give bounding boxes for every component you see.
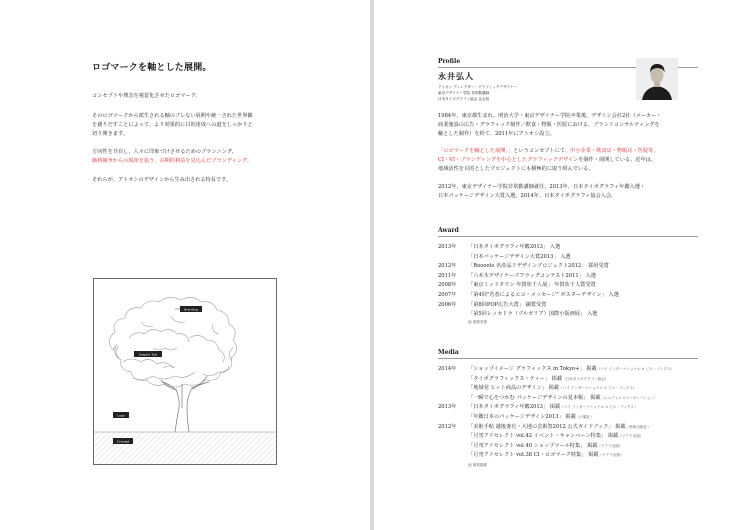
label-logo: Logo bbox=[117, 413, 125, 418]
media-item bbox=[468, 384, 637, 391]
bio-2-line-1 bbox=[438, 147, 658, 156]
award-year: 2008年 bbox=[438, 282, 457, 289]
bio-2-connector: というコンセプトにて、 bbox=[513, 148, 571, 154]
label-concept: Concept bbox=[116, 439, 130, 444]
award-item bbox=[468, 262, 609, 269]
profile-role-3: 日本タイポグラフィ協会 正会員 bbox=[438, 97, 490, 101]
award-year: 2012年 bbox=[438, 263, 457, 270]
media-year: 2013年 bbox=[438, 404, 457, 411]
concept-paragraph-2-line-3: 切り開きます。 bbox=[92, 131, 128, 137]
bio-3-line-2: 日本パッケージデザイン大賞入選。2014年、日本タイポグラフィ協会入会。 bbox=[438, 193, 617, 199]
media-title: 「地域発 ヒット商品のデザイン」 掲載 bbox=[468, 385, 559, 392]
award-title: 「日本パッケージデザイン大賞2013」 入選 bbox=[468, 253, 571, 260]
bio-2-clients: 中小企業・飲食店・物販店・医院等、 bbox=[570, 148, 659, 154]
media-item bbox=[468, 413, 594, 420]
concept-heading: ロゴマークを軸とした展開。 bbox=[92, 63, 212, 73]
media-title: 「タイポグラフィックス・ティー」 掲載 bbox=[468, 375, 563, 382]
concept-paragraph-4: それらが、アトオシのデザインから生み出される特長です。 bbox=[92, 177, 232, 183]
award-item bbox=[468, 272, 596, 279]
media-publisher: （パイ インターナショナル × ピエ・ブックス） bbox=[558, 386, 637, 391]
profile-role-2: 東京デザイナー学院 非常勤講師 bbox=[438, 91, 490, 95]
concept-paragraph-2-line-1: そのロゴマークから派生される軸のブレない展開や統一された世界観 bbox=[92, 113, 253, 119]
media-year: 2012年 bbox=[438, 423, 457, 430]
media-publisher: （ツアウ出版） bbox=[618, 434, 644, 439]
media-publisher: （美術出版社） bbox=[625, 424, 651, 429]
media-item bbox=[468, 403, 638, 410]
bio-2-line-3: 地域活性を目的としたプロジェクトにも積極的に取り組んでいる。 bbox=[438, 166, 594, 172]
award-title: 「第4回"若者によるエコ・メッセージ" ポスターデザイン」 入選 bbox=[468, 292, 619, 298]
concept-paragraph-3-line-2: 価格競争からの脱却を狙う、長期的利益を見込んだブランディング。 bbox=[92, 158, 253, 164]
award-title: 「第8回POP広告大賞」 銅賞受賞 bbox=[468, 301, 547, 308]
media-year: 2014年 bbox=[438, 366, 457, 372]
concept-paragraph-3-line-1: 方向性を共有し、人々に印象づけさせるためのブランニング。 bbox=[92, 149, 237, 155]
award-year: 2006年 bbox=[438, 301, 457, 308]
concept-paragraph-1: コンセプトや理念を視覚化させたロゴマーク。 bbox=[92, 93, 201, 99]
concept-paragraph-2-line-2: を創りだすことによって、より効果的に目的達成への道をしっかりと bbox=[92, 122, 253, 128]
bio-2-line-2 bbox=[438, 156, 656, 165]
bio-1-line-3: 軸とした制作）を経て、2011年にアトオシ設立。 bbox=[438, 131, 555, 137]
bio-2-production: を制作・展開している。近年は、 bbox=[578, 157, 657, 163]
media-title: 「月刊アドセレクト vol.42 イベント・キャンペーン特集」 掲載 bbox=[468, 433, 619, 440]
label-branding: Branding bbox=[184, 307, 198, 312]
media-rule bbox=[438, 358, 698, 359]
award-rule bbox=[438, 236, 698, 237]
award-item bbox=[468, 301, 546, 308]
media-item bbox=[468, 365, 674, 372]
bio-1-line-1: 1984年、東京都生まれ。明治大学・東京デザイナー学院卒業後、デザイン会社2社（メーカー・ bbox=[438, 113, 662, 119]
bio-2-services: CI・VI・ブランディングを中心としたグラフィックデザイン bbox=[438, 157, 579, 163]
award-title: 「第5回レッセドラ（ブルガリア）国際小版画展」 入選 bbox=[468, 311, 598, 318]
label-graphic-tool: Graphic Tool bbox=[138, 352, 158, 357]
media-publisher: （パイ インターナショナル × ピエ・ブックス） bbox=[596, 367, 675, 371]
media-item bbox=[468, 394, 658, 401]
media-title: 「年鑑日本のパッケージデザイン2013」 掲載 bbox=[468, 414, 576, 420]
media-item bbox=[468, 432, 643, 439]
media-title: 「美術手帖 越後妻有・大地の芸術祭2012 公式ガイドブック」 掲載 bbox=[468, 423, 626, 430]
bio-2-concept: 「ロゴマークを軸とした展開。」 bbox=[438, 148, 514, 154]
media-item bbox=[468, 423, 651, 430]
bio-1-line-2: 商業施設の広告・グラフィック制作／飲食・物販・医院における、ブランドコンサルティングを bbox=[438, 122, 660, 128]
award-title: 「東京ミッドタウン 年賀状千人展」 年賀状千人賞受賞 bbox=[468, 282, 596, 289]
award-note: 他 複数受賞 bbox=[468, 320, 488, 324]
award-year: 2011年 bbox=[438, 272, 457, 279]
award-heading: Award bbox=[438, 227, 459, 234]
award-title: 「日本タイポグラフィ年鑑2013」 入選 bbox=[468, 244, 561, 250]
media-item bbox=[468, 451, 624, 458]
media-title: 「月刊アドセレクト vol.40 ショップツール特集」 掲載 bbox=[468, 442, 598, 449]
media-item bbox=[468, 375, 608, 382]
media-publisher: （六耀社） bbox=[575, 415, 594, 419]
award-item bbox=[468, 281, 596, 288]
profile-heading: Profile bbox=[438, 58, 461, 65]
award-title: 「六本木デザイナーズフラッグコンテスト2011」 入選 bbox=[468, 272, 596, 279]
ground-hatch bbox=[94, 432, 276, 464]
media-heading: Media bbox=[438, 349, 459, 356]
award-year: 2013年 bbox=[438, 244, 457, 250]
award-title: 「Roooots 名産品リデザインプロジェクト2012」 採用受賞 bbox=[468, 263, 609, 270]
media-title: 「ショップイメージ グラフィックス in Tokyo+」 掲載 bbox=[468, 366, 597, 372]
media-item bbox=[468, 442, 623, 449]
profile-role-1: アトオシ ディレクター・グラフィックデザイナー bbox=[438, 85, 518, 89]
media-publisher: （ツアウ出版） bbox=[597, 443, 623, 448]
profile-name: 永井弘人 bbox=[438, 71, 474, 81]
media-note: 他 複数掲載 bbox=[468, 463, 488, 467]
media-title: 「月刊アドセレクト vol.38 CI・ロゴマーク特集」 掲載 bbox=[468, 452, 599, 459]
media-publisher: （パイ インターナショナル × ピエ・ブックス） bbox=[560, 405, 638, 410]
brand-tree-diagram bbox=[93, 278, 277, 465]
award-item bbox=[468, 243, 560, 250]
media-title: 「一瞬で心をつかむ パッケージデザインの見本帳」 掲載 bbox=[468, 394, 601, 401]
award-item bbox=[468, 291, 619, 298]
award-item bbox=[468, 310, 597, 317]
media-title: 「日本タイポグラフィ年鑑2013」 掲載 bbox=[468, 404, 561, 411]
portrait-photo bbox=[636, 58, 678, 100]
media-publisher: （ツアウ出版） bbox=[598, 453, 624, 458]
media-publisher: （エムディエヌコーポレーション） bbox=[600, 395, 658, 400]
award-year: 2007年 bbox=[438, 292, 457, 298]
award-item bbox=[468, 253, 571, 260]
media-publisher: （日本タイポグラフィ協会） bbox=[562, 376, 609, 381]
bio-3-line-1: 2012年、東京デザイナー学院非常勤講師就任。2013年、日本タイポグラフィ年鑑入選・ bbox=[438, 184, 646, 190]
